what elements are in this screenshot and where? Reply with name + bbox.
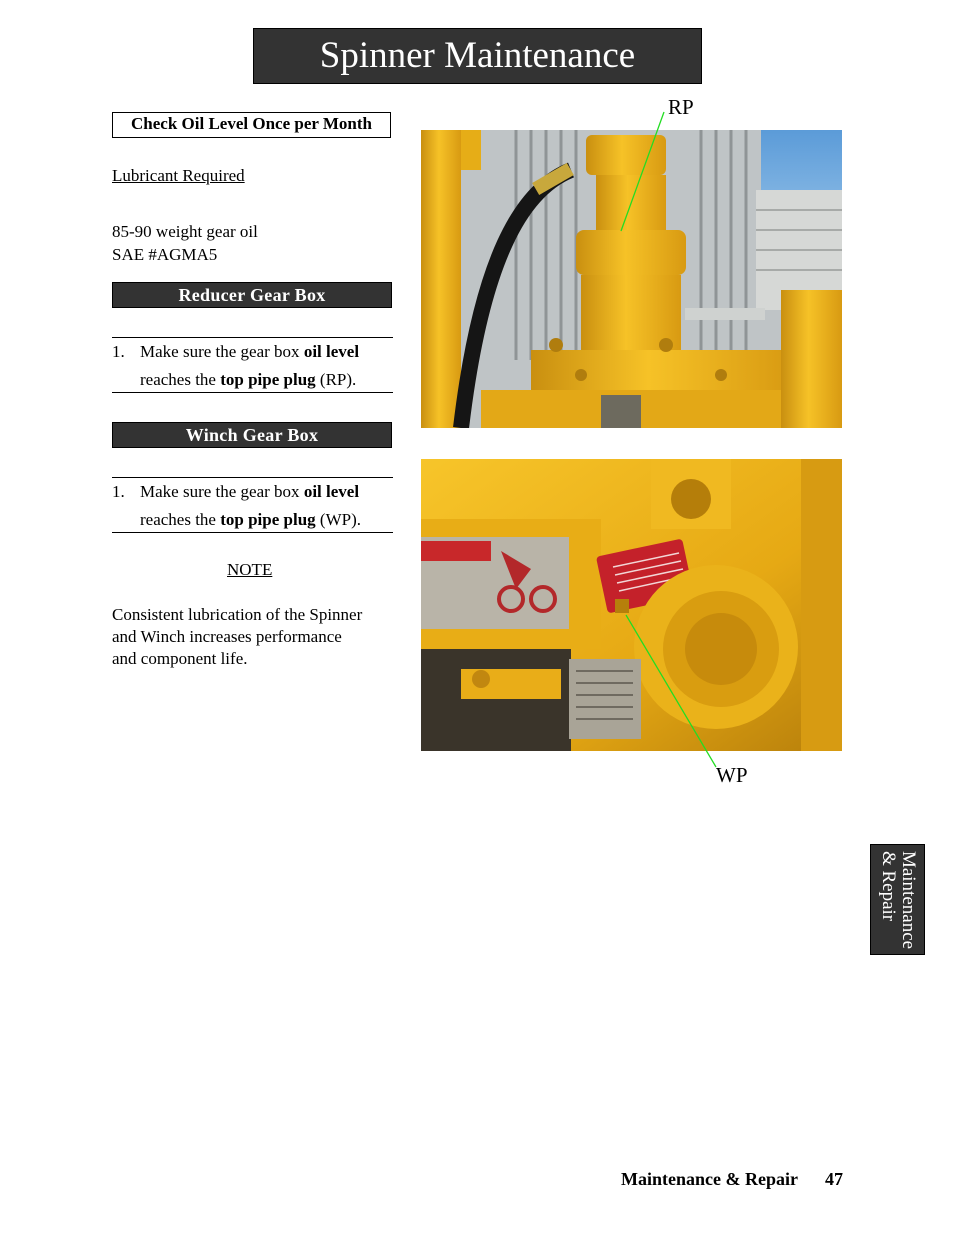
winch-step-number: 1.: [112, 482, 125, 501]
rp-callout-line: [621, 112, 664, 231]
winch-step-text-c: (WP).: [315, 510, 361, 529]
winch-step-text-b: reaches the: [140, 510, 221, 529]
footer-page-number: 47: [825, 1169, 843, 1189]
callout-lines: [600, 100, 740, 780]
note-heading: NOTE: [227, 560, 273, 579]
check-oil-box: Check Oil Level Once per Month: [112, 112, 391, 138]
reducer-step-text-c: (RP).: [315, 370, 357, 389]
wp-callout-line: [626, 615, 716, 767]
winch-step-text-a: Make sure the gear box: [140, 482, 304, 501]
reducer-step-text: [140, 338, 393, 394]
reducer-gearbox-header: Reducer Gear Box: [112, 282, 392, 308]
winch-gearbox-header: Winch Gear Box: [112, 422, 392, 448]
side-tab-line-2: & Repair: [877, 850, 899, 921]
reducer-step-text-b: reaches the: [140, 370, 221, 389]
wp-label: WP: [716, 763, 748, 787]
reducer-step-number: 1.: [112, 342, 125, 361]
lubricant-line-1: 85-90 weight gear oil: [112, 222, 258, 241]
winch-step-top-pipe-plug: top pipe plug: [220, 510, 316, 529]
note-line-2: and Winch increases performance: [112, 627, 342, 646]
note-line-3: and component life.: [112, 649, 248, 668]
lubricant-line-2: SAE #AGMA5: [112, 245, 218, 264]
page-title: Spinner Maintenance: [253, 28, 702, 84]
winch-step-oil-level: oil level: [303, 482, 360, 501]
rp-label: RP: [668, 95, 694, 119]
note-line-1: Consistent lubrication of the Spinner: [112, 605, 363, 624]
lubricant-heading: Lubricant Required: [112, 166, 245, 185]
side-tab-line-1: Maintenance: [897, 850, 919, 949]
winch-step: [112, 477, 393, 533]
footer-section: Maintenance & Repair: [621, 1169, 798, 1189]
section-side-tab: [870, 844, 925, 955]
reducer-step-text-a: Make sure the gear box: [140, 342, 304, 361]
reducer-step-oil-level: oil level: [303, 342, 360, 361]
winch-step-text: [140, 478, 393, 534]
reducer-step: [112, 337, 393, 393]
reducer-step-top-pipe-plug: top pipe plug: [220, 370, 316, 389]
